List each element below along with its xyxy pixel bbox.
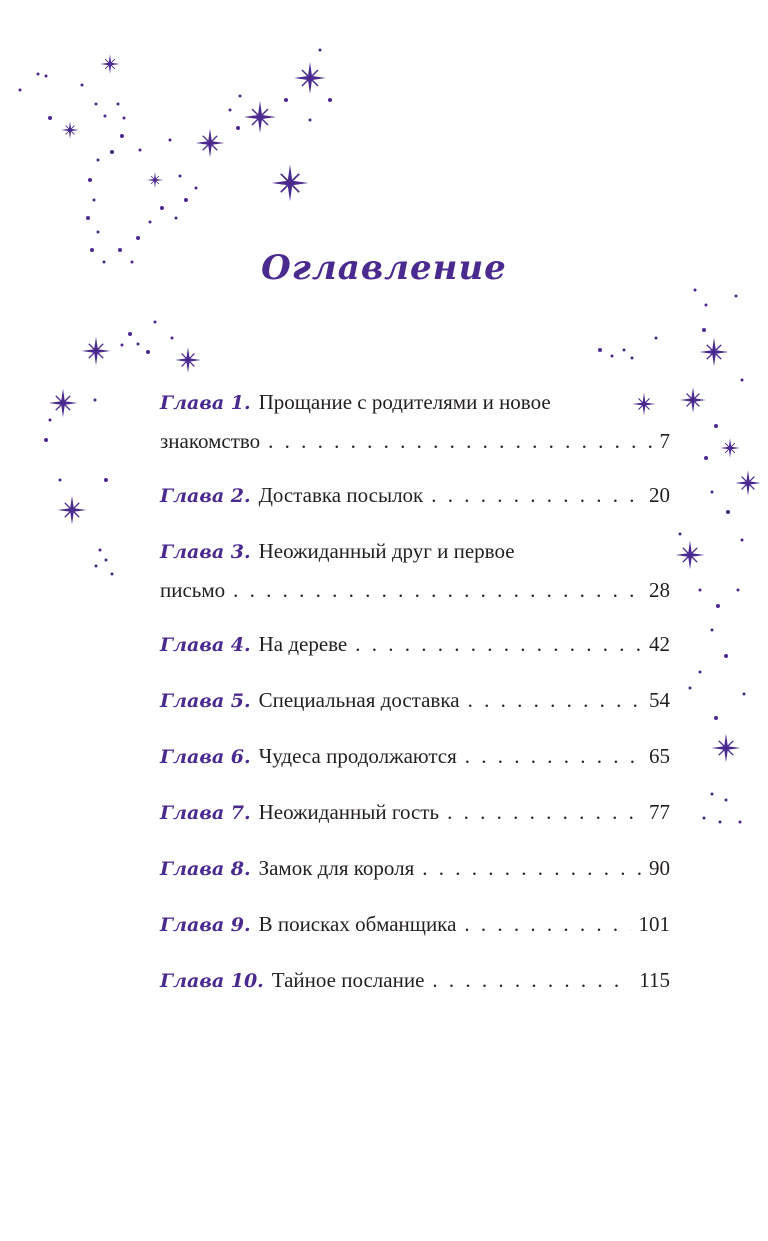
chapter-title: Неожиданный друг и первое [258, 539, 515, 563]
leader-dots [432, 961, 631, 999]
top-left-constellation [19, 49, 333, 264]
page-number: 54 [649, 688, 670, 712]
chapter-title: Неожиданный гость [258, 800, 440, 824]
toc-entry-10[interactable] [160, 961, 670, 1000]
page-number: 28 [649, 578, 670, 602]
leader-dots [233, 571, 641, 609]
leader-dots [465, 737, 641, 775]
chapter-title: Прощание с родителями и новое [258, 390, 551, 414]
chapter-label: Глава 7. [160, 802, 251, 824]
leader-dots [468, 681, 641, 719]
page-number: 42 [649, 632, 670, 656]
chapter-title: Замок для короля [258, 856, 415, 880]
toc-entry-4[interactable] [160, 625, 670, 664]
chapter-title: В поисках обманщика [258, 912, 457, 936]
leader-dots [464, 905, 630, 943]
toc-entry-8[interactable] [160, 849, 670, 888]
chapter-label: Глава 4. [160, 634, 251, 656]
leader-dots [431, 476, 641, 514]
toc-entry-2[interactable] [160, 476, 670, 515]
leader-dots [355, 625, 641, 663]
chapter-title: Тайное послание [271, 968, 425, 992]
page-number: 77 [649, 800, 670, 824]
toc-entry-5[interactable] [160, 681, 670, 720]
page-number: 90 [649, 856, 670, 880]
leader-dots [447, 793, 641, 831]
chapter-label: Глава 5. [160, 690, 251, 712]
page-number: 101 [638, 912, 670, 936]
leader-dots [268, 422, 651, 460]
chapter-label: Глава 6. [160, 746, 251, 768]
toc-entry-1[interactable] [160, 383, 670, 460]
chapter-title: Чудеса продолжаются [258, 744, 457, 768]
chapter-label: Глава 10. [160, 970, 264, 992]
toc-entry-7[interactable] [160, 793, 670, 832]
table-of-contents [160, 383, 670, 1017]
chapter-title-cont: знакомство [160, 429, 261, 453]
toc-entry-9[interactable] [160, 905, 670, 944]
chapter-label: Глава 1. [160, 392, 251, 414]
chapter-title: Специальная доставка [258, 688, 460, 712]
leader-dots [422, 849, 641, 887]
toc-entry-3[interactable] [160, 532, 670, 609]
page-number: 7 [659, 429, 670, 453]
page-title: Оглавление [261, 248, 507, 288]
page-number: 20 [649, 483, 670, 507]
toc-entry-6[interactable] [160, 737, 670, 776]
page-number: 65 [649, 744, 670, 768]
chapter-title: Доставка посылок [258, 483, 424, 507]
chapter-label: Глава 2. [160, 485, 251, 507]
chapter-label: Глава 9. [160, 914, 251, 936]
chapter-title-cont: письмо [160, 578, 226, 602]
chapter-label: Глава 8. [160, 858, 251, 880]
chapter-label: Глава 3. [160, 541, 251, 563]
chapter-title: На дереве [258, 632, 348, 656]
page-number: 115 [639, 968, 670, 992]
